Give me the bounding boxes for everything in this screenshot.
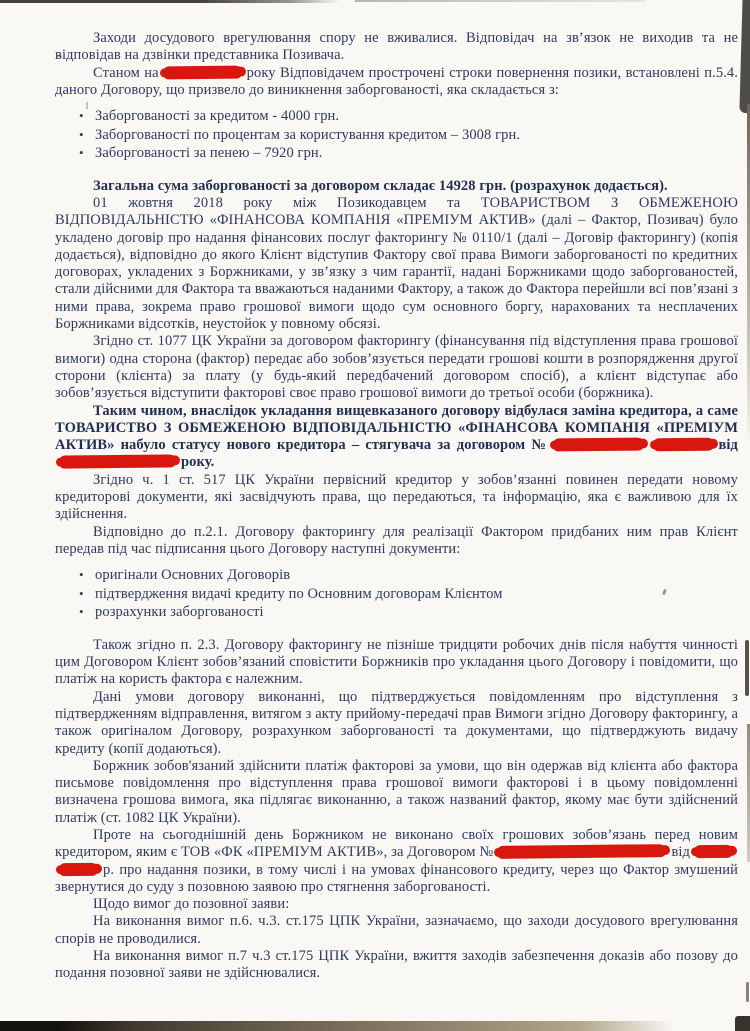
redaction-mark (497, 844, 667, 859)
scan-edge-top-faint (355, 0, 645, 2)
doc-item-calculations: розрахунки заборгованості (95, 604, 264, 621)
text-run: Проте на сьогоднішній день Боржником не виконано своїх грошових зобов’язань перед новим кредитором, яким є ТОВ «ФК «ПРЕМІУМ АКТИВ», за Договором № (55, 826, 738, 861)
paragraph-civil-code-1077: Згідно ст. 1077 ЦК України за договором факторингу (фінансування під відступлення права грошової вимоги) одна сторона (фактор) передає або зобов’язується передати грошові кошти в розпорядження другої сторони (клієнта) за плату (у будь-який передбачений договором спосіб), а клієнт відступає або зобов’язується відступити факторові своє право грошової вимоги до третьої особи (боржника). (55, 333, 738, 402)
debt-item-credit: Заборгованості за кредитом - 4000 грн. (95, 108, 340, 125)
debt-item-interest: Заборгованості по процентам за користування кредитом – 3008 грн. (95, 126, 521, 143)
list-item (79, 603, 738, 622)
paragraph-factoring-contract: 01 жовтня 2018 року між Позикодавцем та ТОВАРИСТВОМ З ОБМЕЖЕНОЮ ВІДПОВІДАЛЬНІСТЮ «ФІНАНСОВА КОМПАНІЯ «ПРЕМІУМ АКТИВ» (далі – Фактор, Позивач) було укладено договір про надання фінансових послуг факторингу № 0110/1 (далі – Договір факторингу) (копія додається), відповідно до якого Клієнт відступив Фактору свої права Вимоги заборгованості по кредитних договорах, укладених з Боржниками, у зв’язку з чим гарантії, надані Боржниками щодо заборгованостей, стали дійсними для Фактора та вважаються наданими Фактору, а також до Фактора перейшли всі пов’язані з ними права, зокрема право грошової вимоги щодо сум основного боргу, нарахованих та несплачених Боржниками відсотків, неустойок у повному обсязі. (55, 194, 738, 333)
paragraph-creditor-change (55, 403, 738, 472)
bullet-icon: • (79, 145, 84, 161)
text-run: Таким чином, внаслідок укладання вищевказаного договору відбулася заміна кредитора, а саме ТОВАРИСТВО З ОБМЕЖЕНОЮ ВІДПОВІДАЛЬНІСТЮ «ФІНАНСОВА КОМПАНІЯ «ПРЕМІУМ АКТИВ» набуло статусу нового кредитора – стягувача за договором № (55, 402, 738, 454)
redaction-mark (652, 438, 714, 452)
redaction-mark (552, 438, 644, 452)
text-run: р. про надання позики, в тому числі і на умовах фінансового кредиту, через що Фактор змушений звернутися до суду з позовною заявою про стягнення заборгованості. (55, 861, 738, 895)
paragraph-requirement-p7: На виконання вимог п.7 ч.3 ст.175 ЦПК України, вжиття заходів забезпечення доказів або позову до подання позовної заяви не здійснювалися. (55, 948, 738, 982)
list-item (79, 144, 738, 163)
scan-edge-top (0, 0, 340, 3)
paragraph-default (55, 827, 738, 896)
list-item (79, 566, 738, 585)
list-item (79, 107, 738, 126)
text-run: від (718, 437, 738, 454)
paragraph-claim-requirements-heading: Щодо вимог до позовної заяви: (93, 896, 290, 913)
bullet-icon: • (79, 126, 84, 142)
scan-edge-right-dash (746, 982, 750, 1002)
scan-edge-bottom-band (0, 1021, 680, 1031)
list-item (79, 126, 738, 145)
text-run: від (671, 844, 690, 861)
paragraph-civil-code-517: Згідно ч. 1 ст. 517 ЦК України первісний кредитор у зобов’язанні повинен передати новому кредиторові документи, які засвідчують права, що передаються, та інформацію, яка є важливою для їх здійснення. (55, 471, 738, 523)
text-run: Станом на (93, 64, 159, 81)
doc-item-originals: оригінали Основних Договорів (95, 567, 291, 584)
debt-item-penalty: Заборгованості за пенею – 7920 грн. (95, 145, 323, 162)
transferred-documents-list (79, 566, 738, 622)
paragraph-notice-clause: Також згідно п. 2.3. Договору факторингу не пізніше тридцяти робочих днів після набуття чинності цим Договором Клієнт зобов’язаний сповістити Боржників про укладання цього Договору і повідомити, що платіж на користь фактора є належним. (55, 636, 738, 688)
paragraph-documents-transfer: Відповідно до п.2.1. Договору факторингу для реалізації Фактором придбаних ним прав Клієнт передав під час підписання цього Договору наступні документи: (55, 523, 738, 557)
list-item (79, 585, 738, 604)
redaction-mark (59, 455, 177, 469)
text-run: року Відповідачем прострочені строки повернення позики, встановлені п.5.4. даного Договору, що призвело до виникнення заборгованості, яка складається з: (55, 64, 738, 98)
bullet-icon: • (79, 585, 84, 601)
paragraph-total-debt: Загальна сума заборгованості за договором складає 14928 грн. (розрахунок додається). (93, 177, 668, 194)
paragraph-pretrial-measures: Заходи досудового врегулювання спору не вживалися. Відповідач на зв’язок не виходив та не відповідав на дзвінки представника Позивача. (55, 30, 738, 64)
bullet-icon: • (79, 108, 84, 124)
document-body (55, 30, 738, 983)
paragraph-debtor-payment: Боржник зобов'язаний здійснити платіж факторові за умови, що він одержав від клієнта або фактора письмове повідомлення про відступлення права грошової вимоги факторові і в цьому повідомленні визначена грошова вимога, яка підлягає виконанню, а також названий фактор, якому має бути здійснений платіж (ст. 1082 ЦК України). (55, 757, 738, 826)
scan-corner-bottom-right (735, 1016, 750, 1031)
paragraph-conditions-fulfilled: Дані умови договору виконанні, що підтверджується повідомленням про відступлення з підтвердженням відправлення, витягом з акту прийому-передачі прав Вимоги згідно Договору факторингу, а також оригіналом Договору, розрахунком заборгованості та документами, що підтверджують видачу кредиту (копії додаються). (55, 688, 738, 757)
scan-edge-right-dash (745, 640, 749, 696)
redaction-mark (59, 862, 99, 875)
paragraph-requirement-p6: На виконання вимог п.6. ч.3. ст.175 ЦПК України, зазначаємо, що заходи досудового врегулювання спорів не проводилися. (55, 913, 738, 947)
text-run: року. (181, 454, 215, 471)
redaction-mark (694, 845, 734, 858)
paragraph-overdue-loan (55, 65, 738, 100)
debt-list (79, 107, 738, 163)
bullet-icon: • (79, 604, 84, 620)
scan-edge-right-dark (739, 0, 750, 113)
doc-item-confirmations: підтвердження видачі кредиту по Основним договорам Клієнтом (95, 585, 503, 602)
bullet-icon: • (79, 567, 84, 583)
redaction-mark (163, 65, 243, 79)
